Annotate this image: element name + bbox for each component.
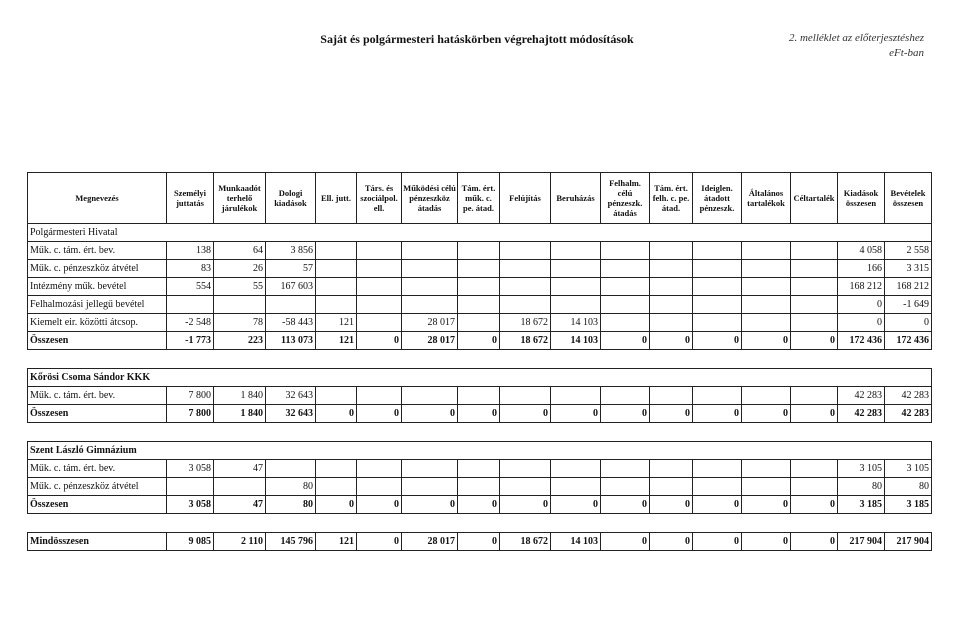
spacer-cell <box>28 514 932 533</box>
value-cell: 0 <box>838 314 885 332</box>
value-cell <box>601 296 650 314</box>
value-cell <box>316 260 357 278</box>
value-cell <box>650 278 693 296</box>
value-cell <box>650 387 693 405</box>
value-cell: 0 <box>791 496 838 514</box>
value-cell <box>742 260 791 278</box>
value-cell <box>500 296 551 314</box>
row-label: Felhalmozási jellegű bevétel <box>28 296 167 314</box>
value-cell <box>693 314 742 332</box>
section-header-row <box>28 369 932 387</box>
table-row <box>28 314 932 332</box>
value-cell <box>266 296 316 314</box>
column-header: Ell. jutt. <box>316 173 357 224</box>
value-cell: 42 283 <box>885 405 932 423</box>
value-cell <box>650 260 693 278</box>
value-cell <box>693 278 742 296</box>
value-cell: 0 <box>458 405 500 423</box>
value-cell <box>402 478 458 496</box>
row-label: Összesen <box>28 496 167 514</box>
value-cell: 28 017 <box>402 314 458 332</box>
value-cell: 0 <box>458 332 500 350</box>
value-cell: 26 <box>214 260 266 278</box>
value-cell: 0 <box>357 405 402 423</box>
value-cell <box>214 296 266 314</box>
value-cell: 3 058 <box>167 460 214 478</box>
section-title: Polgármesteri Hivatal <box>28 224 932 242</box>
value-cell <box>402 387 458 405</box>
column-header: Dologi kiadások <box>266 173 316 224</box>
value-cell: 57 <box>266 260 316 278</box>
row-label: Műk. c. pénzeszköz átvétel <box>28 478 167 496</box>
value-cell <box>791 296 838 314</box>
value-cell <box>791 278 838 296</box>
value-cell <box>167 296 214 314</box>
value-cell <box>458 460 500 478</box>
value-cell <box>693 478 742 496</box>
value-cell: 0 <box>650 405 693 423</box>
value-cell <box>693 296 742 314</box>
appendix-note <box>789 31 924 61</box>
value-cell: 0 <box>357 496 402 514</box>
section-total-row <box>28 405 932 423</box>
value-cell <box>551 387 601 405</box>
value-cell: 0 <box>742 533 791 551</box>
row-label: Kiemelt eir. közötti átcsop. <box>28 314 167 332</box>
value-cell: 18 672 <box>500 533 551 551</box>
value-cell <box>458 478 500 496</box>
value-cell: 0 <box>551 405 601 423</box>
document-title: Saját és polgármesteri hatáskörben végrehajtott módosítások <box>320 32 634 46</box>
value-cell <box>601 278 650 296</box>
value-cell: 121 <box>316 332 357 350</box>
value-cell: 80 <box>885 478 932 496</box>
value-cell <box>551 296 601 314</box>
column-header: Személyi juttatás <box>167 173 214 224</box>
value-cell: 18 672 <box>500 332 551 350</box>
value-cell: 0 <box>316 405 357 423</box>
value-cell: 145 796 <box>266 533 316 551</box>
value-cell: 113 073 <box>266 332 316 350</box>
unit-label: eFt-ban <box>889 47 924 59</box>
value-cell: -58 443 <box>266 314 316 332</box>
table-row <box>28 260 932 278</box>
value-cell: 80 <box>266 496 316 514</box>
value-cell: 168 212 <box>885 278 932 296</box>
value-cell <box>500 260 551 278</box>
spacer-cell <box>28 350 932 369</box>
value-cell: 0 <box>357 332 402 350</box>
value-cell <box>742 314 791 332</box>
value-cell <box>601 460 650 478</box>
value-cell <box>601 478 650 496</box>
value-cell: 121 <box>316 533 357 551</box>
value-cell <box>316 478 357 496</box>
value-cell <box>357 242 402 260</box>
value-cell: -1 649 <box>885 296 932 314</box>
value-cell: 28 017 <box>402 533 458 551</box>
value-cell <box>500 242 551 260</box>
value-cell <box>693 242 742 260</box>
value-cell: 0 <box>693 405 742 423</box>
spacer-row <box>28 423 932 442</box>
value-cell: 0 <box>742 496 791 514</box>
value-cell: -1 773 <box>167 332 214 350</box>
spacer-row <box>28 350 932 369</box>
value-cell <box>742 296 791 314</box>
value-cell <box>601 260 650 278</box>
value-cell <box>500 478 551 496</box>
value-cell: 14 103 <box>551 332 601 350</box>
value-cell: 0 <box>885 314 932 332</box>
row-label: Műk. c. tám. ért. bev. <box>28 460 167 478</box>
column-header: Általános tartalékok <box>742 173 791 224</box>
value-cell: 0 <box>650 496 693 514</box>
value-cell <box>500 460 551 478</box>
value-cell <box>791 387 838 405</box>
value-cell: 0 <box>551 496 601 514</box>
row-label: Összesen <box>28 405 167 423</box>
value-cell: 1 840 <box>214 387 266 405</box>
value-cell: 0 <box>500 496 551 514</box>
table-row <box>28 278 932 296</box>
value-cell: 3 058 <box>167 496 214 514</box>
value-cell <box>266 460 316 478</box>
value-cell <box>742 242 791 260</box>
column-header: Céltartalék <box>791 173 838 224</box>
value-cell: 3 185 <box>885 496 932 514</box>
value-cell: 217 904 <box>838 533 885 551</box>
value-cell <box>742 478 791 496</box>
value-cell: 0 <box>402 405 458 423</box>
row-label: Műk. c. tám. ért. bev. <box>28 242 167 260</box>
value-cell: 172 436 <box>885 332 932 350</box>
value-cell: 28 017 <box>402 332 458 350</box>
value-cell: 0 <box>650 332 693 350</box>
section-header-row <box>28 224 932 242</box>
grand-total-row <box>28 533 932 551</box>
value-cell: 0 <box>693 332 742 350</box>
value-cell: 0 <box>458 533 500 551</box>
column-header: Kiadások összesen <box>838 173 885 224</box>
value-cell <box>791 314 838 332</box>
column-header: Beruházás <box>551 173 601 224</box>
table-row <box>28 387 932 405</box>
value-cell: 4 058 <box>838 242 885 260</box>
value-cell <box>402 460 458 478</box>
value-cell <box>551 278 601 296</box>
value-cell <box>402 296 458 314</box>
value-cell <box>458 314 500 332</box>
value-cell <box>167 478 214 496</box>
section-title: Szent László Gimnázium <box>28 442 932 460</box>
value-cell: 0 <box>838 296 885 314</box>
value-cell: 32 643 <box>266 387 316 405</box>
value-cell <box>791 242 838 260</box>
column-header: Munkaadót terhelő járulékok <box>214 173 266 224</box>
value-cell <box>551 478 601 496</box>
value-cell <box>458 278 500 296</box>
value-cell: 0 <box>791 533 838 551</box>
value-cell: 80 <box>838 478 885 496</box>
value-cell: 7 800 <box>167 387 214 405</box>
value-cell: 0 <box>742 405 791 423</box>
spacer-cell <box>28 423 932 442</box>
value-cell <box>316 242 357 260</box>
value-cell: 3 105 <box>885 460 932 478</box>
value-cell: 0 <box>791 332 838 350</box>
value-cell <box>402 242 458 260</box>
value-cell: 18 672 <box>500 314 551 332</box>
value-cell: 42 283 <box>885 387 932 405</box>
value-cell <box>500 387 551 405</box>
value-cell <box>791 260 838 278</box>
value-cell <box>458 260 500 278</box>
value-cell <box>357 278 402 296</box>
row-label: Műk. c. tám. ért. bev. <box>28 387 167 405</box>
value-cell <box>693 387 742 405</box>
value-cell <box>316 278 357 296</box>
value-cell <box>500 278 551 296</box>
modifications-table <box>27 172 932 551</box>
column-header: Bevételek összesen <box>885 173 932 224</box>
value-cell <box>650 242 693 260</box>
value-cell: 14 103 <box>551 533 601 551</box>
value-cell: 217 904 <box>885 533 932 551</box>
value-cell <box>402 278 458 296</box>
value-cell <box>650 296 693 314</box>
row-label: Intézmény műk. bevétel <box>28 278 167 296</box>
value-cell: -2 548 <box>167 314 214 332</box>
value-cell: 0 <box>650 533 693 551</box>
value-cell: 42 283 <box>838 387 885 405</box>
value-cell <box>357 260 402 278</box>
value-cell <box>357 314 402 332</box>
value-cell <box>551 242 601 260</box>
value-cell: 2 558 <box>885 242 932 260</box>
value-cell <box>357 387 402 405</box>
value-cell <box>601 242 650 260</box>
table-body <box>28 224 932 551</box>
value-cell: 0 <box>742 332 791 350</box>
value-cell <box>742 278 791 296</box>
value-cell: 32 643 <box>266 405 316 423</box>
value-cell: 0 <box>693 496 742 514</box>
value-cell <box>742 387 791 405</box>
value-cell <box>214 478 266 496</box>
value-cell: 0 <box>316 496 357 514</box>
value-cell <box>791 478 838 496</box>
value-cell <box>742 460 791 478</box>
row-label: Mindösszesen <box>28 533 167 551</box>
column-header: Megnevezés <box>28 173 167 224</box>
appendix-label: 2. melléklet az előterjesztéshez <box>788 32 924 44</box>
value-cell: 9 085 <box>167 533 214 551</box>
value-cell <box>458 242 500 260</box>
value-cell: 80 <box>266 478 316 496</box>
value-cell: 168 212 <box>838 278 885 296</box>
table-row <box>28 460 932 478</box>
value-cell: 0 <box>693 533 742 551</box>
value-cell <box>650 478 693 496</box>
section-total-row <box>28 332 932 350</box>
value-cell: 0 <box>402 496 458 514</box>
value-cell: 47 <box>214 460 266 478</box>
section-total-row <box>28 496 932 514</box>
value-cell: 83 <box>167 260 214 278</box>
value-cell: 167 603 <box>266 278 316 296</box>
value-cell <box>357 478 402 496</box>
value-cell <box>458 296 500 314</box>
value-cell: 0 <box>357 533 402 551</box>
value-cell <box>601 387 650 405</box>
value-cell <box>316 296 357 314</box>
value-cell: 0 <box>791 405 838 423</box>
value-cell <box>551 460 601 478</box>
value-cell: 223 <box>214 332 266 350</box>
value-cell: 0 <box>601 533 650 551</box>
value-cell: 166 <box>838 260 885 278</box>
value-cell: 554 <box>167 278 214 296</box>
value-cell: 55 <box>214 278 266 296</box>
value-cell: 172 436 <box>838 332 885 350</box>
value-cell <box>357 296 402 314</box>
table-row <box>28 478 932 496</box>
column-header: Társ. és szociálpol. ell. <box>357 173 402 224</box>
spacer-row <box>28 514 932 533</box>
column-header: Ideiglen. átadott pénzeszk. <box>693 173 742 224</box>
value-cell <box>693 260 742 278</box>
value-cell <box>791 460 838 478</box>
value-cell <box>650 314 693 332</box>
value-cell <box>316 460 357 478</box>
value-cell: 3 105 <box>838 460 885 478</box>
value-cell <box>316 387 357 405</box>
value-cell: 0 <box>601 332 650 350</box>
column-header: Működési célú pénzeszköz átadás <box>402 173 458 224</box>
row-label: Összesen <box>28 332 167 350</box>
table-row <box>28 242 932 260</box>
value-cell: 0 <box>601 405 650 423</box>
section-header-row <box>28 442 932 460</box>
value-cell: 121 <box>316 314 357 332</box>
column-header: Felhalm. célú pénzeszk. átadás <box>601 173 650 224</box>
column-header-row <box>28 173 932 224</box>
column-header: Felújítás <box>500 173 551 224</box>
value-cell: 47 <box>214 496 266 514</box>
value-cell: 14 103 <box>551 314 601 332</box>
table-row <box>28 296 932 314</box>
column-header: Tám. ért. felh. c. pe. átad. <box>650 173 693 224</box>
value-cell: 2 110 <box>214 533 266 551</box>
value-cell: 1 840 <box>214 405 266 423</box>
value-cell: 78 <box>214 314 266 332</box>
value-cell: 64 <box>214 242 266 260</box>
value-cell <box>551 260 601 278</box>
section-title: Kőrösi Csoma Sándor KKK <box>28 369 932 387</box>
value-cell <box>357 460 402 478</box>
value-cell: 42 283 <box>838 405 885 423</box>
value-cell: 3 315 <box>885 260 932 278</box>
value-cell <box>458 387 500 405</box>
value-cell: 0 <box>458 496 500 514</box>
column-header: Tám. ért. műk. c. pe. átad. <box>458 173 500 224</box>
value-cell <box>650 460 693 478</box>
value-cell: 3 185 <box>838 496 885 514</box>
value-cell <box>693 460 742 478</box>
value-cell: 7 800 <box>167 405 214 423</box>
value-cell <box>601 314 650 332</box>
value-cell: 3 856 <box>266 242 316 260</box>
row-label: Műk. c. pénzeszköz átvétel <box>28 260 167 278</box>
value-cell: 0 <box>601 496 650 514</box>
value-cell: 0 <box>500 405 551 423</box>
value-cell <box>402 260 458 278</box>
value-cell: 138 <box>167 242 214 260</box>
